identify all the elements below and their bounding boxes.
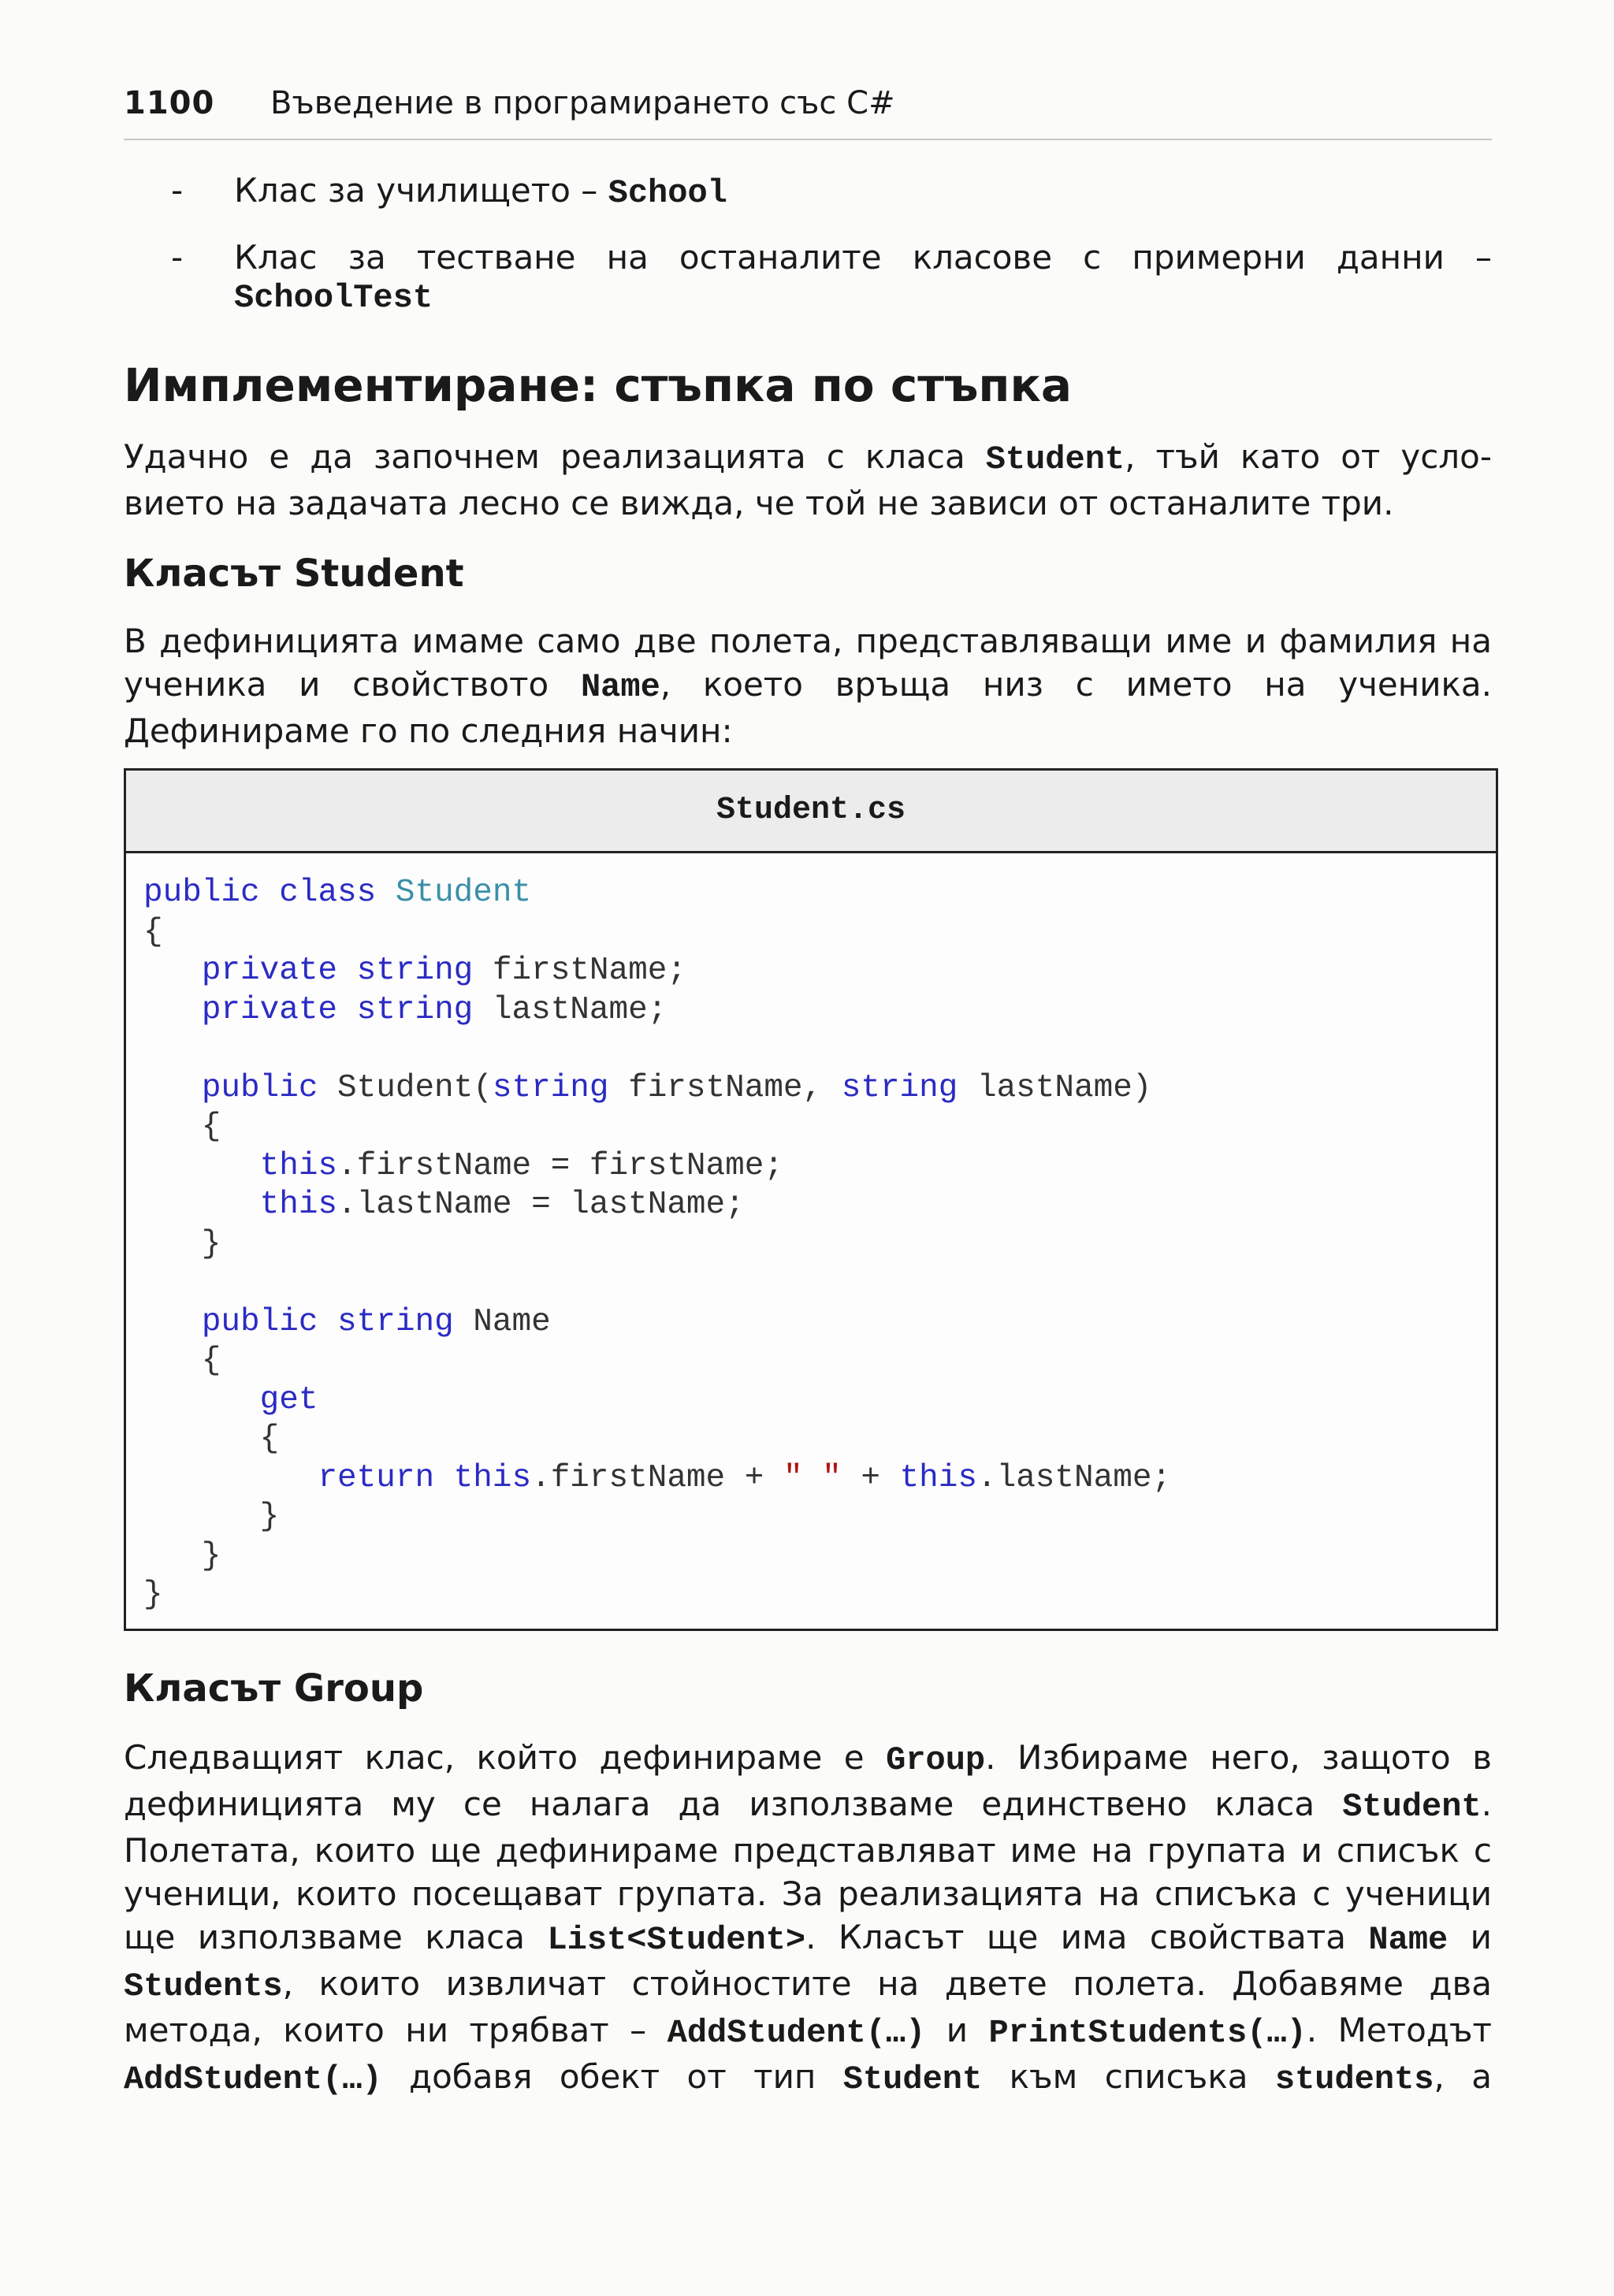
code-line: { (143, 1421, 280, 1457)
code-line: public string Name (201, 1303, 551, 1340)
code-line: public Student(string firstName, string lastName) (201, 1069, 1152, 1106)
inline-code: SchoolTest (234, 279, 433, 317)
intro-paragraph: Удачно е да започнем реализацията с класа Student, тъй като от усло- вието на задачата лесно се вижда, че той не зависи от останалите три. (124, 437, 1493, 522)
book-title: Въведение в програмирането със C# (270, 85, 895, 121)
inline-code: School (608, 174, 727, 212)
code-line: private string firstName; (201, 953, 686, 989)
code-listing (124, 768, 1498, 1631)
code-line: } (143, 1537, 221, 1574)
page-number: 1100 (124, 85, 215, 121)
code-line: get (259, 1381, 318, 1418)
code-line: { (143, 913, 163, 950)
code-line: return this.firstName + " " + this.lastName; (318, 1459, 1172, 1496)
code-line: { (143, 1109, 221, 1145)
page-header (124, 79, 1492, 140)
code-block (126, 853, 1496, 1615)
code-line: this.firstName = firstName; (259, 1147, 783, 1184)
bullet-list (124, 172, 1492, 344)
group-heading: Класът Group (124, 1666, 424, 1711)
code-line: } (143, 1577, 163, 1613)
code-filename: Student.cs (126, 771, 1496, 853)
list-item: - Клас за тестване на останалите класове с примерни данни – SchoolTest (171, 238, 1492, 317)
code-line: { (143, 1343, 221, 1379)
code-line: } (143, 1499, 280, 1535)
code-line: private string lastName; (201, 991, 668, 1028)
code-line: public class Student (143, 875, 532, 911)
code-line: } (143, 1225, 221, 1262)
group-paragraph: Следващият клас, който дефинираме е Group. Избираме него, защото в дефиницията му се налага да използваме единствено класа Student. Полетата, които ще дефинираме представляват име на групата и списък с ученици, които посещават групата. За реализацията на списъка с ученици ще използваме класа List<Student>. Класът ще има свойствата Name и Students, които извличат стойностите на двете полета. Добавяме два метода, които ни трябват – AddStudent(…) и PrintStudents(…). Методът AddStudent(…) добавя обект от тип Student към списъка students, а (124, 1738, 1493, 2098)
student-paragraph: В дефиницията имаме само две полета, представляващи име и фамилия на ученика и свойството Name, което връща низ с името на ученика. Дефинираме го по следния начин: (124, 622, 1492, 750)
section-heading: Имплементиране: стъпка по стъпка (124, 359, 1072, 412)
code-line: this.lastName = lastName; (259, 1187, 745, 1223)
list-item: - Клас за училището – School (171, 171, 727, 212)
student-heading: Класът Student (124, 552, 464, 596)
